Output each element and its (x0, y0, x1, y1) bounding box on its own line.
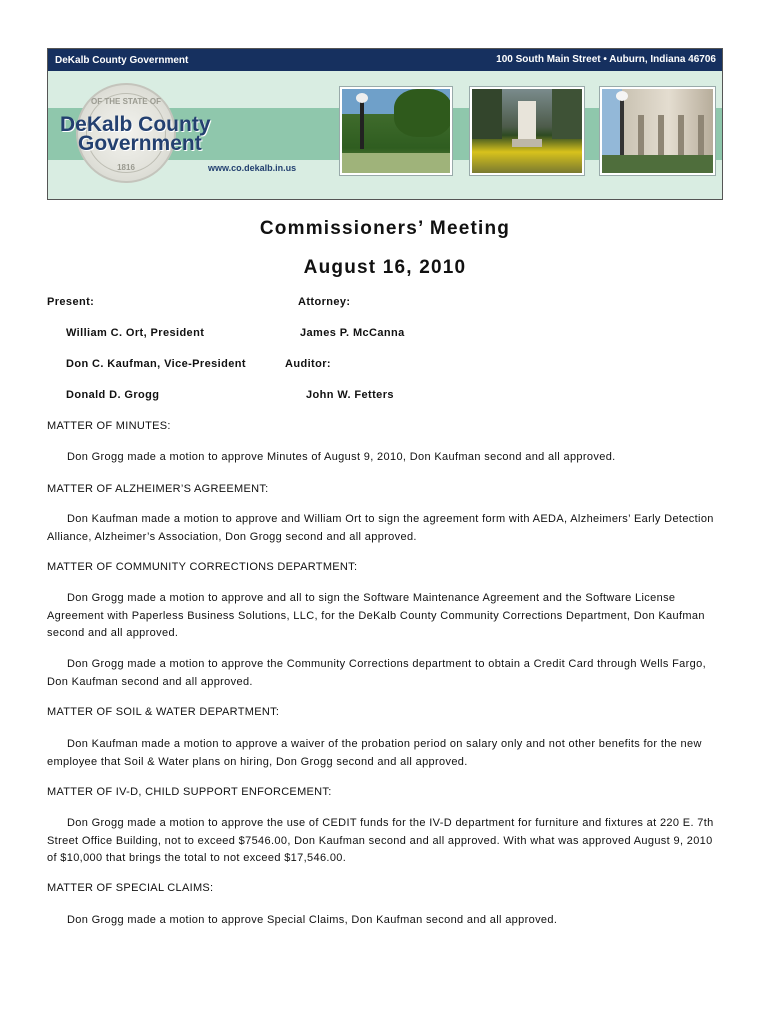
section-paragraph: Don Grogg made a motion to approve the Community Corrections department to obtain a Credit Card through Wells Fargo, Don Kaufman second and all approved. (47, 658, 706, 688)
attorney-label: Attorney: (298, 296, 351, 308)
meeting-date: August 16, 2010 (303, 257, 467, 278)
county-banner (47, 48, 723, 200)
auditor-label: Auditor: (285, 358, 331, 370)
section-heading-community-corrections: MATTER OF COMMUNITY CORRECTIONS DEPARTMENT: (47, 561, 358, 573)
section-paragraph: Don Grogg made a motion to approve Minutes of August 9, 2010, Don Kaufman second and all approved. (67, 451, 616, 463)
courthouse-building-photo (600, 87, 715, 175)
brand-line-2: Government (78, 132, 202, 155)
seal-year: 1816 (117, 163, 135, 172)
banner-brand-logo (60, 115, 211, 153)
section-heading-child-support: MATTER OF IV-D, CHILD SUPPORT ENFORCEMENT: (47, 786, 332, 798)
banner-url: www.co.dekalb.in.us (208, 163, 297, 173)
seal-text: OF THE STATE OF (91, 97, 161, 106)
commissioner-name: William C. Ort, President (66, 327, 205, 339)
banner-org-name: DeKalb County Government (55, 55, 189, 66)
commissioner-name: Donald D. Grogg (66, 389, 160, 401)
section-paragraph: Don Kaufman made a motion to approve a waiver of the probation period on salary only and not other benefits for the new employee that Soil & Water plans on hiring, Don Grogg second and all approved. (47, 738, 702, 768)
section-heading-soil-water: MATTER OF SOIL & WATER DEPARTMENT: (47, 706, 280, 718)
section-paragraph: Don Grogg made a motion to approve Special Claims, Don Kaufman second and all approved. (67, 914, 558, 926)
auditor-name: John W. Fetters (306, 389, 394, 401)
commissioner-name: Don C. Kaufman, Vice-President (66, 358, 246, 370)
banner-top-bar (48, 49, 722, 71)
meeting-title: Commissioners’ Meeting (259, 218, 511, 239)
banner-address: 100 South Main Street • Auburn, Indiana 46706 (496, 54, 716, 65)
section-paragraph: Don Grogg made a motion to approve the use of CEDIT funds for the IV-D department for furniture and fixtures at 220 E. 7th Street Office Building, not to exceed $7546.00, Don Kaufman second and all approved. With what was approved August 9, 2010 of $10,000 that brings the total to not exceed $17,546.00. (47, 817, 714, 864)
monument-garden-photo (470, 87, 584, 175)
present-label: Present: (47, 296, 95, 308)
attorney-name: James P. McCanna (300, 327, 405, 339)
section-paragraph: Don Kaufman made a motion to approve and William Ort to sign the agreement form with AEDA, Alzheimers’ Early Detection Alliance, Alzheimer’s Association, Don Grogg second and all approved. (47, 513, 714, 543)
brand-line-1: DeKalb County (60, 113, 211, 136)
section-paragraph: Don Grogg made a motion to approve and all to sign the Software Maintenance Agreement and the Software License Agreement with Paperless Business Solutions, LLC, for the DeKalb County Community Corrections Department, Don Kaufman second and all approved. (47, 592, 705, 639)
section-heading-alzheimers: MATTER OF ALZHEIMER’S AGREEMENT: (47, 483, 269, 495)
section-heading-minutes: MATTER OF MINUTES: (47, 420, 171, 432)
section-heading-special-claims: MATTER OF SPECIAL CLAIMS: (47, 882, 214, 894)
courthouse-square-photo (340, 87, 452, 175)
